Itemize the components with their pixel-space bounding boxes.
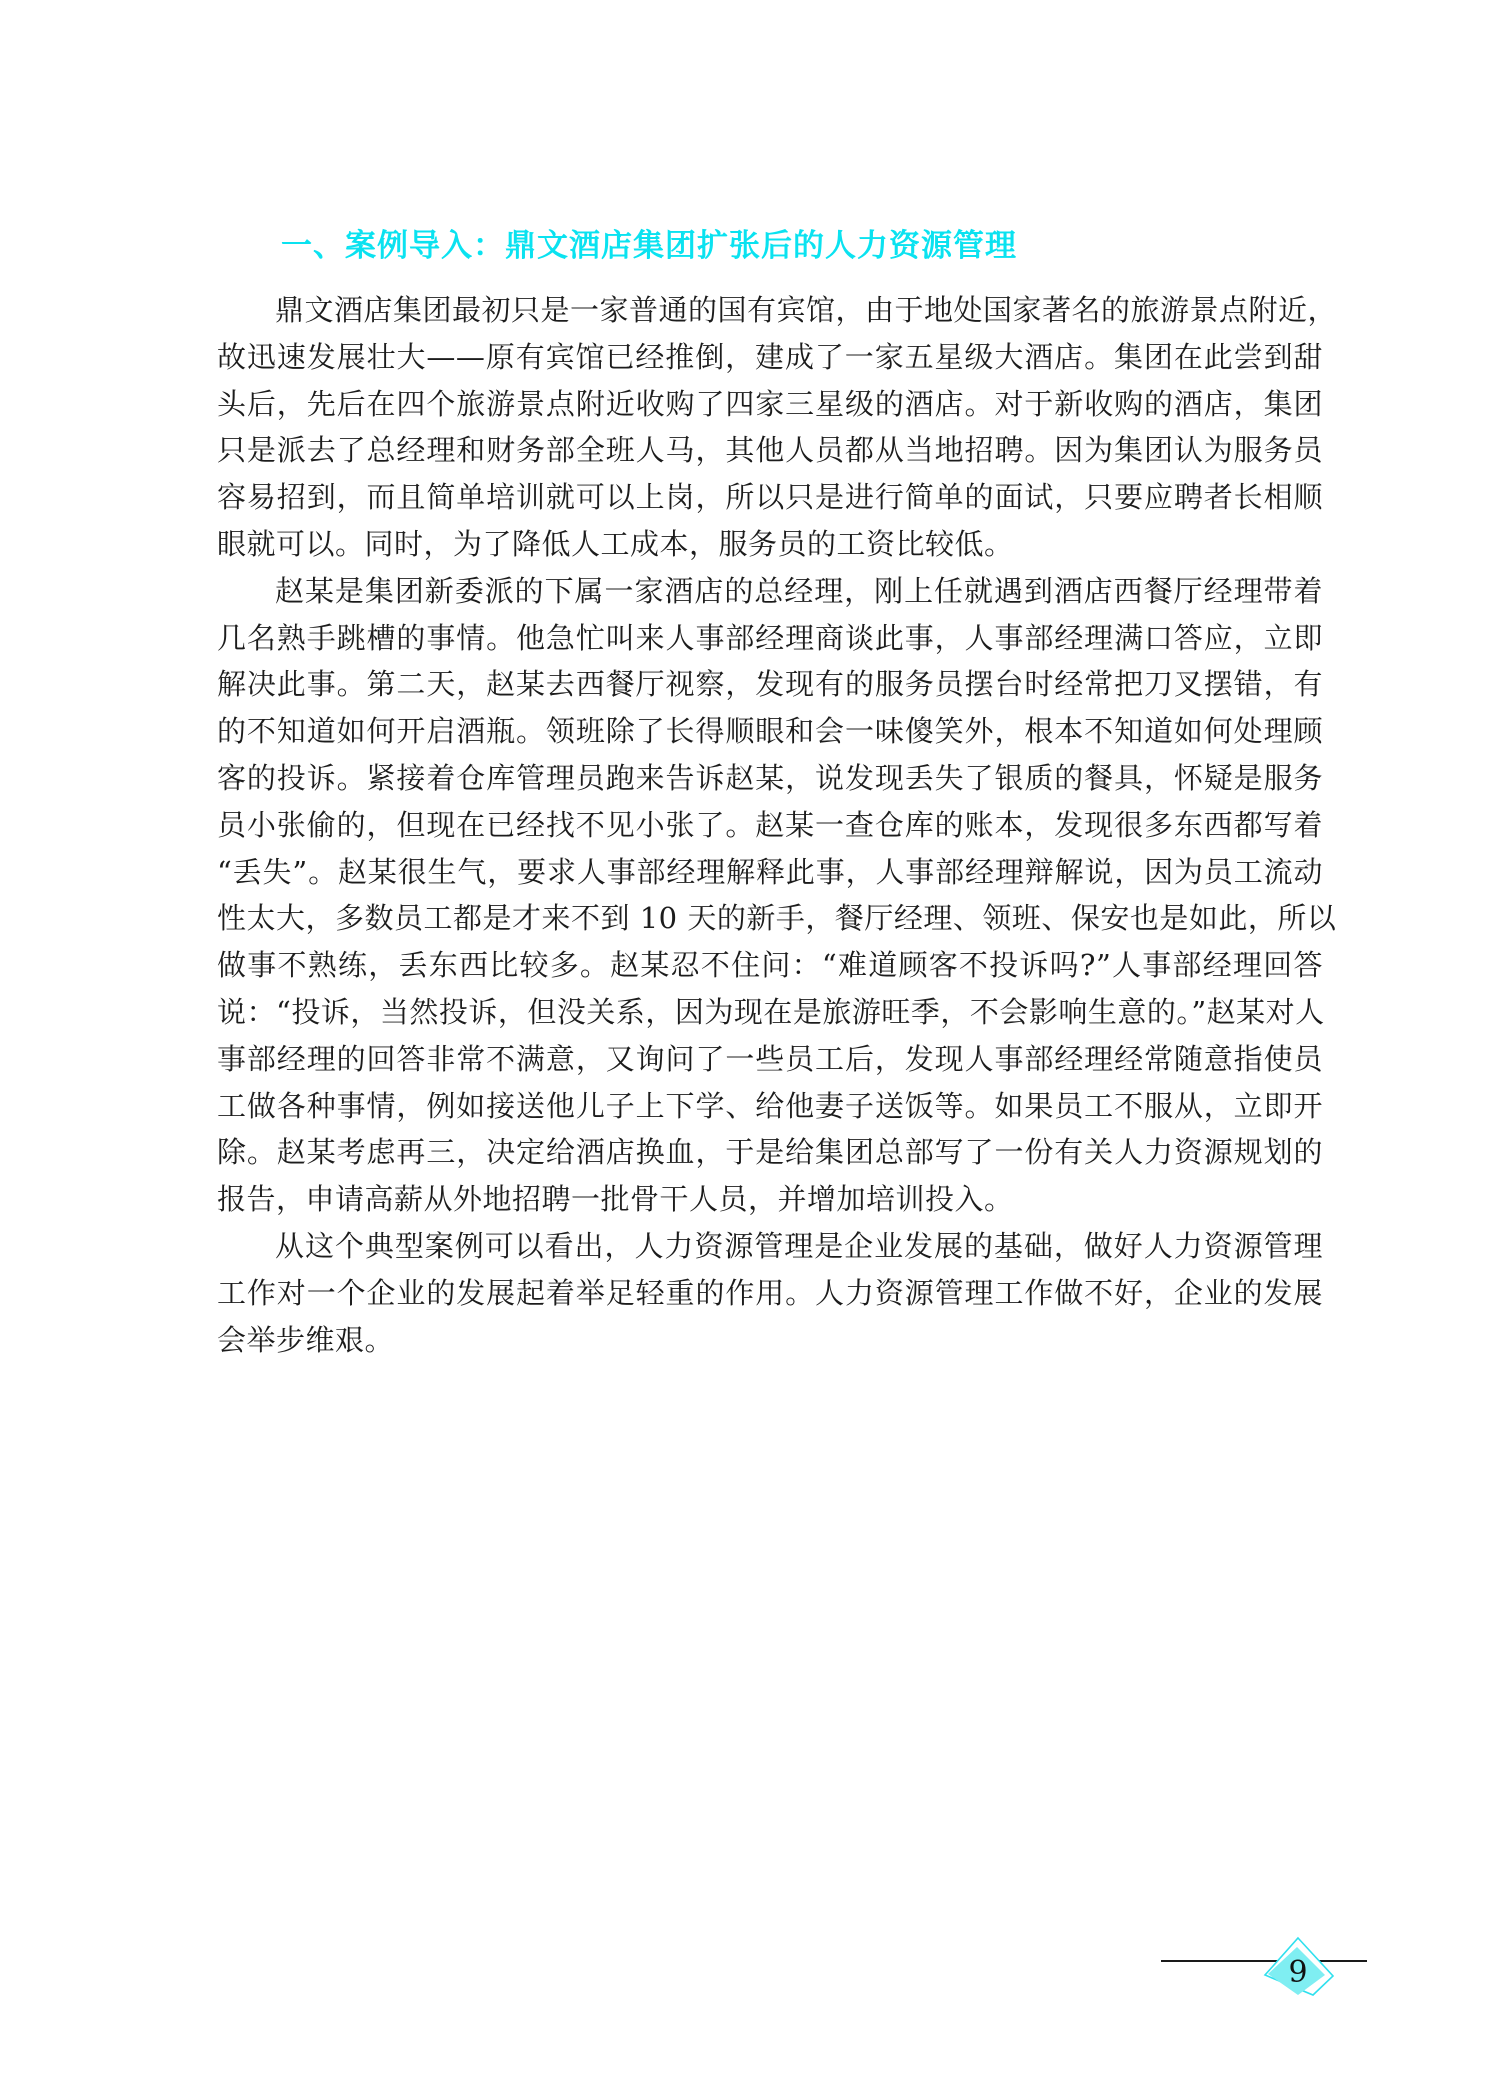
text-line: 的不知道如何开启酒瓶。领班除了长得顺眼和会一味傻笑外，根本不知道如何处理顾 (217, 714, 1323, 749)
page-number-ornament (1262, 1936, 1336, 2002)
text-line: 容易招到，而且简单培训就可以上岗，所以只是进行简单的面试，只要应聘者长相顺 (217, 480, 1323, 515)
text-line: 工做各种事情，例如接送他儿子上下学、给他妻子送饭等。如果员工不服从，立即开 (217, 1088, 1323, 1123)
text-line: 报告，申请高薪从外地招聘一批骨干人员，并增加培训投入。 (217, 1182, 1014, 1217)
text-line: 赵某是集团新委派的下属一家酒店的总经理，刚上任就遇到酒店西餐厅经理带着 (275, 573, 1323, 608)
text-line: 故迅速发展壮大——原有宾馆已经推倒，建成了一家五星级大酒店。集团在此尝到甜 (217, 339, 1323, 374)
section-heading: 一、案例导入：鼎文酒店集团扩张后的人力资源管理 (281, 228, 1017, 264)
page-number: 9 (1288, 1955, 1308, 1990)
text-line: 只是派去了总经理和财务部全班人马，其他人员都从当地招聘。因为集团认为服务员 (217, 433, 1323, 468)
text-line: 解决此事。第二天，赵某去西餐厅视察，发现有的服务员摆台时经常把刀叉摆错，有 (217, 667, 1323, 702)
text-line: 会举步维艰。 (217, 1322, 395, 1357)
text-line: 工作对一个企业的发展起着举足轻重的作用。人力资源管理工作做不好，企业的发展 (217, 1275, 1323, 1310)
text-line: 员小张偷的，但现在已经找不见小张了。赵某一查仓库的账本，发现很多东西都写着 (217, 807, 1323, 842)
text-line: “丢失”。赵某很生气，要求人事部经理解释此事，人事部经理辩解说，因为员工流动 (217, 854, 1323, 889)
text-line: 做事不熟练，丢东西比较多。赵某忍不住问：“难道顾客不投诉吗?”人事部经理回答 (217, 948, 1323, 983)
text-line: 客的投诉。紧接着仓库管理员跑来告诉赵某，说发现丢失了银质的餐具，怀疑是服务 (217, 760, 1323, 795)
text-line: 性太大，多数员工都是才来不到 10 天的新手，餐厅经理、领班、保安也是如此，所以 (217, 901, 1337, 936)
diamond-icon (1262, 1936, 1336, 2002)
text-line: 几名熟手跳槽的事情。他急忙叫来人事部经理商谈此事，人事部经理满口答应，立即 (217, 620, 1323, 655)
body-text (217, 287, 1338, 1363)
text-line: 头后，先后在四个旅游景点附近收购了四家三星级的酒店。对于新收购的酒店，集团 (217, 386, 1323, 421)
text-line: 事部经理的回答非常不满意，又询问了一些员工后，发现人事部经理经常随意指使员 (217, 1041, 1323, 1076)
text-line: 说：“投诉，当然投诉，但没关系，因为现在是旅游旺季，不会影响生意的。”赵某对人 (217, 994, 1325, 1029)
text-line: 鼎文酒店集团最初只是一家普通的国有宾馆，由于地处国家著名的旅游景点附近， (275, 293, 1338, 327)
text-line: 从这个典型案例可以看出，人力资源管理是企业发展的基础，做好人力资源管理 (275, 1228, 1323, 1263)
text-line: 除。赵某考虑再三，决定给酒店换血，于是给集团总部写了一份有关人力资源规划的 (217, 1135, 1323, 1170)
text-line: 眼就可以。同时，为了降低人工成本，服务员的工资比较低。 (217, 526, 1014, 561)
